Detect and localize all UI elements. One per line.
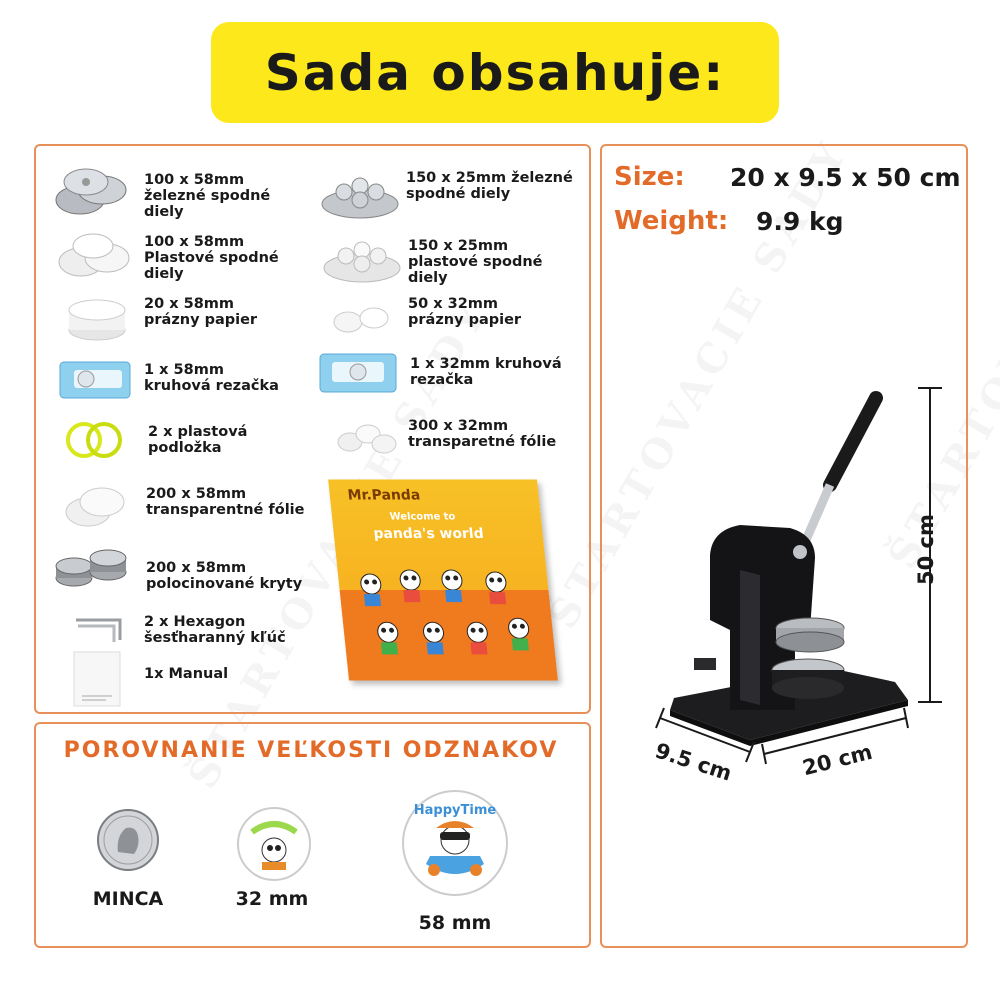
plastic-bases-small-image bbox=[320, 228, 404, 284]
book-subtitle: panda's world bbox=[372, 525, 485, 542]
coin-label: MINCA bbox=[92, 888, 164, 910]
panda-characters-illustration bbox=[347, 566, 546, 667]
weight-value: 9.9 kg bbox=[756, 207, 844, 236]
item-text: 100 x 58mm Plastové spodné diely bbox=[144, 234, 279, 282]
item-text: 50 x 32mm prázny papier bbox=[408, 296, 522, 328]
item-text: 300 x 32mm transparetné fólie bbox=[408, 418, 557, 450]
height-dimension-label: 50 cm bbox=[914, 514, 938, 585]
title-banner bbox=[211, 22, 779, 123]
manual-book-cover bbox=[328, 479, 558, 680]
item-text: 1 x 32mm kruhová rezačka bbox=[410, 356, 562, 388]
item-text: 150 x 25mm plastové spodné diely bbox=[408, 238, 543, 286]
iron-bases-small-image bbox=[318, 164, 402, 220]
transparent-film-image bbox=[60, 480, 130, 530]
badge-32mm-label: 32 mm bbox=[235, 888, 309, 910]
weight-label: Weight: bbox=[614, 206, 729, 236]
item-text: 150 x 25mm železné spodné diely bbox=[406, 170, 573, 202]
badge-58mm-image bbox=[400, 788, 510, 898]
coin-image bbox=[96, 808, 160, 872]
item-text: 2 x Hexagon šesťharanný kľúč bbox=[144, 614, 286, 646]
hex-keys-image bbox=[72, 612, 132, 646]
badge-58mm-text: HappyTime bbox=[413, 803, 497, 818]
item-text: 200 x 58mm transparentné fólie bbox=[146, 486, 305, 518]
comparison-title: POROVNANIE VEĽKOSTI ODZNAKOV bbox=[63, 738, 559, 763]
badge-32mm-image bbox=[236, 806, 312, 882]
page-title: Sada obsahuje: bbox=[264, 43, 726, 102]
tin-covers-image bbox=[52, 542, 136, 596]
circle-cutter-image bbox=[58, 358, 133, 402]
plastic-bases-image bbox=[55, 228, 135, 286]
depth-dimension-label: 9.5 cm bbox=[652, 738, 735, 786]
badge-58mm-label: 58 mm bbox=[418, 912, 492, 934]
item-text: 100 x 58mm železné spodné diely bbox=[144, 172, 271, 220]
transparent-film-small-image bbox=[330, 414, 404, 462]
item-text: 200 x 58mm polocinované kryty bbox=[146, 560, 303, 592]
blank-paper-image bbox=[62, 294, 132, 344]
item-text: 1x Manual bbox=[144, 666, 229, 682]
size-value: 20 x 9.5 x 50 cm bbox=[730, 163, 961, 192]
width-dimension-label: 20 cm bbox=[800, 739, 875, 781]
size-label: Size: bbox=[614, 162, 685, 192]
item-text: 20 x 58mm prázny papier bbox=[144, 296, 258, 328]
item-text: 1 x 58mm kruhová rezačka bbox=[144, 362, 279, 394]
dimension-lines bbox=[600, 380, 960, 800]
item-text: 2 x plastová podložka bbox=[148, 424, 248, 456]
book-title: Mr.Panda bbox=[346, 487, 422, 504]
iron-bases-image bbox=[52, 160, 132, 220]
manual-image bbox=[72, 650, 122, 708]
plastic-rings-image bbox=[60, 420, 130, 460]
circle-cutter-small-image bbox=[318, 350, 398, 396]
book-subtitle: Welcome to bbox=[389, 511, 456, 523]
blank-paper-small-image bbox=[330, 298, 394, 338]
